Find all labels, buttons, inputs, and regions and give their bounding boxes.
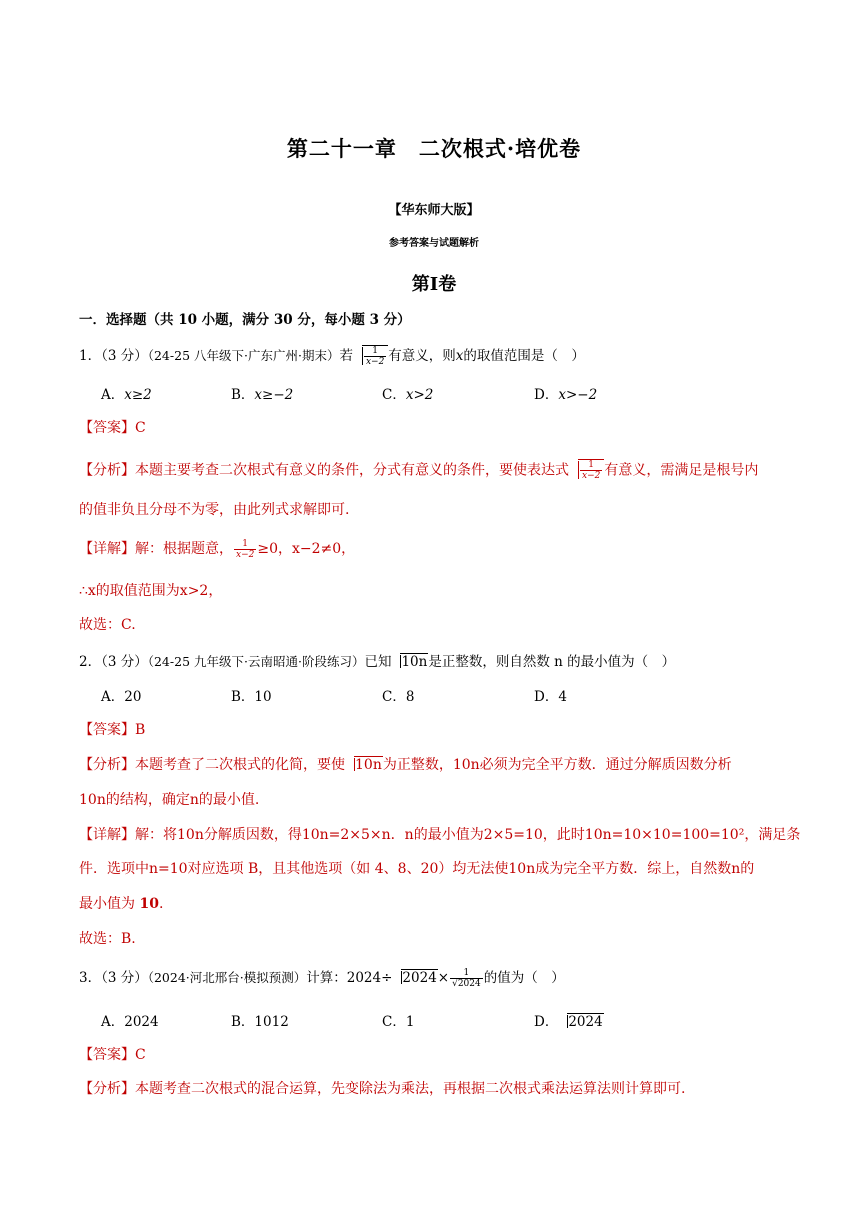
choose-2: 故选：B. <box>79 931 136 947</box>
edition-label: 【华东师大版】 <box>388 203 480 218</box>
question-2-stem: 2．（3 分）（24-25 九年级下·云南昭通·阶段练习）已知 10n是正整数，则自然数 n 的最小值为（ ） <box>79 654 676 670</box>
option-b: B．10 <box>231 689 272 705</box>
fraction: $\frac{1}{x-2}$ <box>236 538 255 560</box>
analysis-1-line-1: 【分析】本题主要考查二次根式有意义的条件，分式有意义的条件，要使表达式 $\frac{1}{x-2}$ 有意义，需满足是根号内 <box>79 460 759 481</box>
analysis-2-line-1: 【分析】本题考查了二次根式的化简，要使 10n为正整数，10n必须为完全平方数．通过分解质因数分析 <box>79 757 732 773</box>
option-c: C．1 <box>382 1014 415 1030</box>
section-heading: 一．选择题（共 10 小题，满分 30 分，每小题 3 分） <box>79 312 411 328</box>
fraction: $\frac{1}{x-2}$ <box>365 346 385 367</box>
option-b: B．x≥−2 <box>231 387 294 403</box>
question-points: （3 分） <box>101 348 148 364</box>
sqrt-expression: 2024 <box>392 969 437 986</box>
sqrt-expression: $\frac{1}{x-2}$ <box>569 459 604 481</box>
option-d: D．4 <box>534 689 567 705</box>
option-d: D． 2024 <box>534 1014 603 1030</box>
fraction: $\frac{1}{√2024}$ <box>452 968 481 989</box>
detail-2-line-3: 最小值为 10. <box>79 896 164 912</box>
option-c: C．8 <box>382 689 415 705</box>
option-b: B．1012 <box>231 1014 289 1030</box>
volume-heading: 第I卷 <box>411 274 457 295</box>
option-a: A．2024 <box>101 1014 159 1030</box>
question-1-stem: 1．（3 分）（24-25 八年级下·广东广州·期末）若 $\frac{1}{x-2}$ 有意义，则x的取值范围是（ ） <box>79 346 585 367</box>
sqrt-expression: 2024 <box>558 1013 603 1030</box>
subtitle: 参考答案与试题解析 <box>389 238 479 249</box>
option-a: A．20 <box>101 689 142 705</box>
question-3-stem: 3．（3 分）（2024·河北邢台·模拟预测）计算：2024÷ 2024× $\frac{1}{√2024}$ 的值为（ ） <box>79 968 565 989</box>
detail-2-line-1: 【详解】解：将10n分解质因数，得10n=2×5×n．n的最小值为2×5=10，此时10n=10×10=100=10²，满足条 <box>79 827 801 843</box>
sqrt-expression: 10n <box>391 653 428 670</box>
page-title: 第二十一章 二次根式·培优卷 <box>286 136 582 161</box>
sqrt-expression: 10n <box>345 756 383 773</box>
question-number: 1． <box>79 348 102 364</box>
answer-1: 【答案】C <box>79 420 146 436</box>
option-c: C．x>2 <box>382 387 434 403</box>
detail-1-line-2: ∴x的取值范围为x>2， <box>79 583 223 599</box>
analysis-3-line-1: 【分析】本题考查二次根式的混合运算，先变除法为乘法，再根据二次根式乘法运算法则计算即可. <box>79 1081 686 1097</box>
answer-3: 【答案】C <box>79 1047 146 1063</box>
analysis-2-line-2: 10n的结构，确定n的最小值. <box>79 792 260 808</box>
option-a: A．x≥2 <box>101 387 152 403</box>
option-d: D．x>−2 <box>534 387 598 403</box>
detail-2-line-2: 件．选项中n=10对应选项 B，且其他选项（如 4、8、20）均无法使10n成为完全平方数．综上，自然数n的 <box>79 861 755 877</box>
choose-1: 故选：C. <box>79 617 136 633</box>
sqrt-expression <box>353 345 388 367</box>
question-source: （24-25 八年级下·广东广州·期末） <box>147 348 340 363</box>
detail-1-line-1: 【详解】解：根据题意， $\frac{1}{x-2}$ ≥0，x−2≠0， <box>79 538 356 560</box>
answer-2: 【答案】B <box>79 722 146 738</box>
analysis-1-line-2: 的值非负且分母不为零，由此列式求解即可. <box>79 502 350 518</box>
